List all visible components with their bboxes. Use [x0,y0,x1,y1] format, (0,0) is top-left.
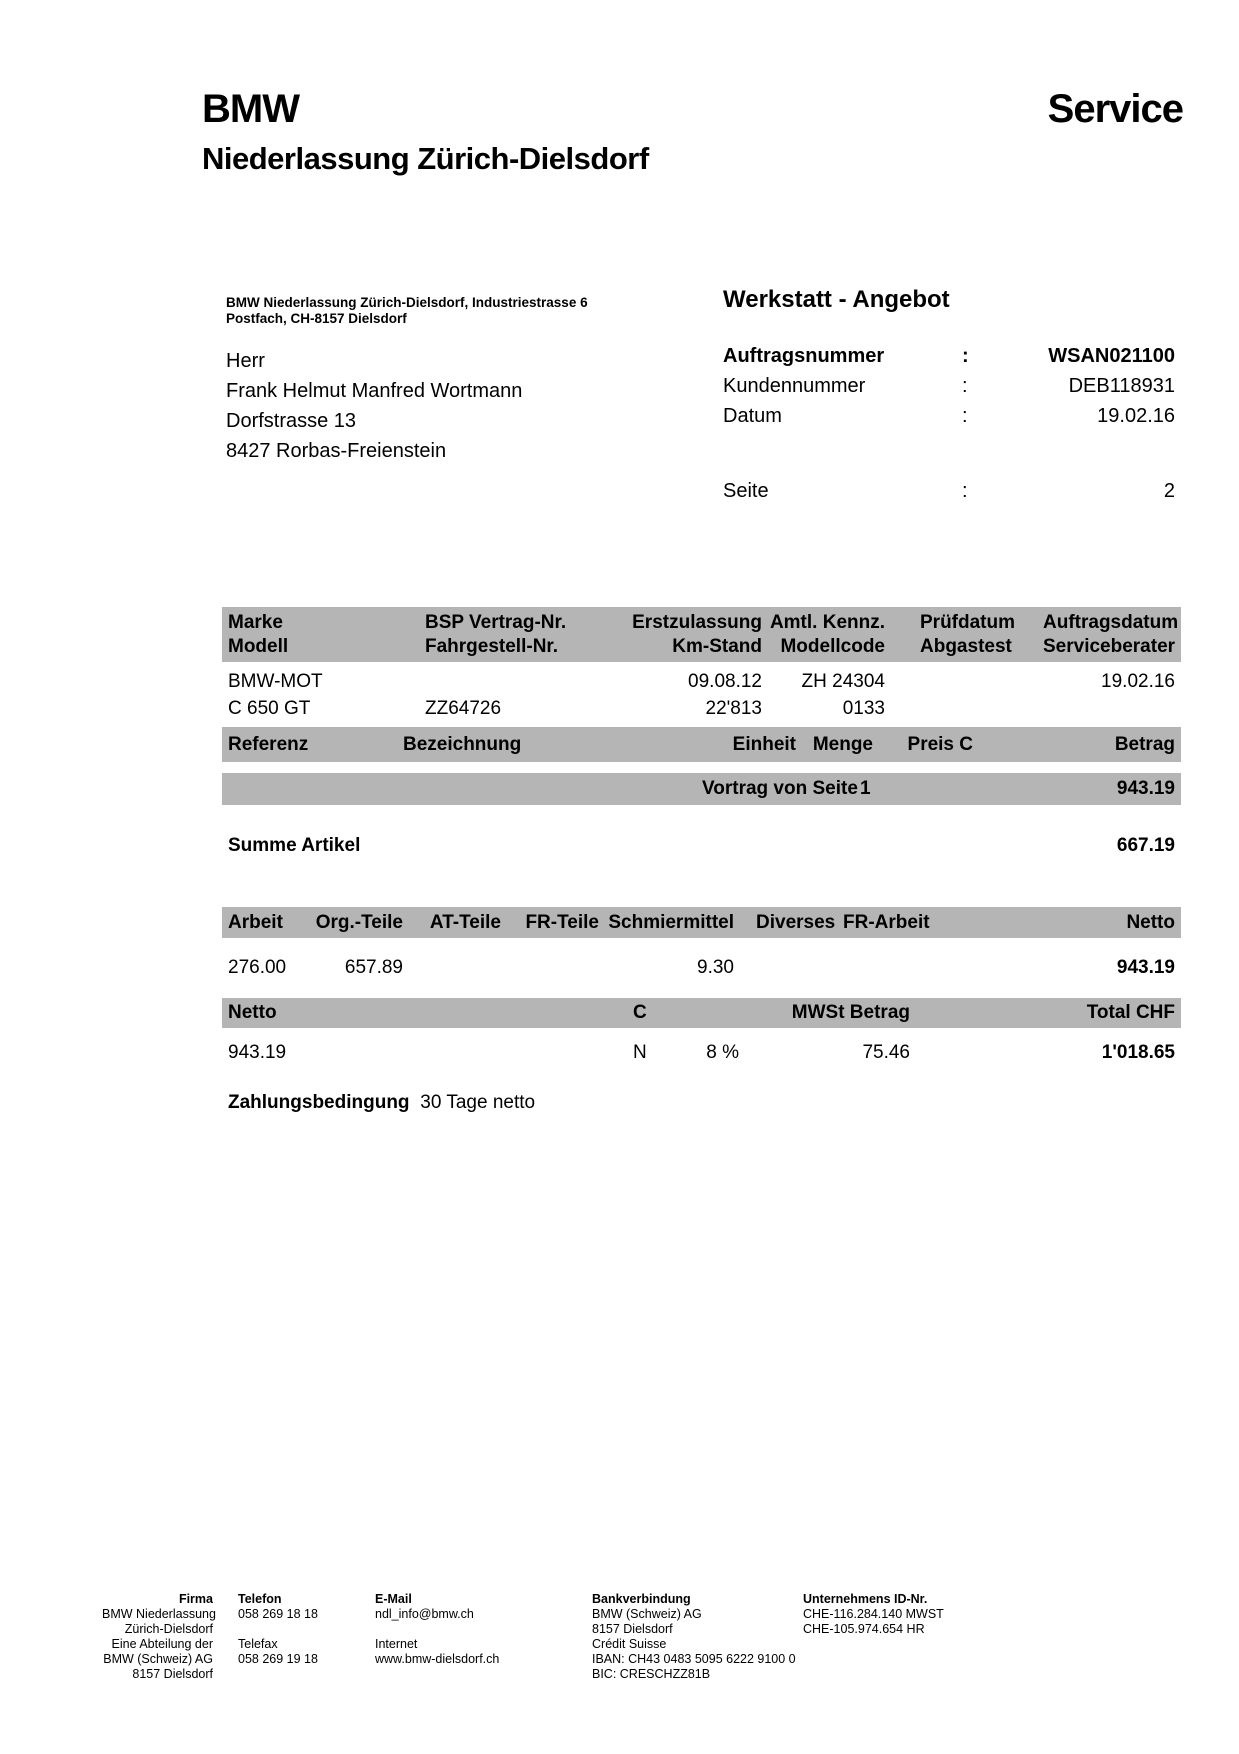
breakdown-cell-arbeit: 276.00 [228,957,287,978]
vat-cell-total: 1'018.65 [1101,1042,1175,1063]
breakdown-cell [843,955,941,981]
vat-header-cell [673,998,739,1028]
vehicle-cell [885,695,1043,722]
recipient-address [226,346,522,466]
vehicle-header-cell: Modellcode [780,636,885,657]
items-header-cell: Einheit [732,734,796,755]
vat-header-cell: C [633,1002,647,1023]
vat-cell-code: N [633,1042,647,1063]
footer-company-line: BMW Niederlassung [102,1607,216,1621]
sender-address [226,295,588,327]
recipient-salutation: Herr [226,350,265,372]
vehicle-header-cell: Erstzulassung [632,612,762,633]
vehicle-cell-auftragsdatum: 19.02.16 [1101,671,1175,692]
field-page-number [723,476,1175,506]
footer-bank-line: BMW (Schweiz) AG [592,1607,702,1621]
items-header-cell: Betrag [1114,734,1175,755]
footer-bank-line: BIC: CRESCHZZ81B [592,1667,711,1681]
vat-cell-mwst: 75.46 [862,1042,910,1063]
recipient-street: Dorfstrasse 13 [226,410,357,432]
footer-company-column [102,1592,216,1682]
vehicle-header-cell: Km-Stand [672,636,762,657]
sender-line-2: Postfach, CH-8157 Dielsdorf [226,311,407,326]
vat-table-header [222,998,1181,1028]
field-value: 19.02.16 [1097,405,1175,427]
breakdown-header-cell: FR-Teile [525,912,599,933]
footer-bank-line: IBAN: CH43 0483 5095 6222 9100 0 [592,1652,796,1666]
carryover-amount: 943.19 [1116,778,1175,799]
footer-bank-line: 8157 Dielsdorf [592,1622,673,1636]
field-colon: : [962,375,968,397]
field-value: DEB118931 [1068,375,1175,397]
field-label: Seite [723,480,769,502]
vehicle-header-row-1 [222,611,1181,635]
vehicle-header-cell: BSP Vertrag-Nr. [425,612,567,633]
field-date [723,401,1175,431]
items-sum-label: Summe Artikel [228,835,361,856]
vehicle-cell-fahrgestell: ZZ64726 [425,698,502,719]
breakdown-header-cell: Diverses [756,912,836,933]
footer-bank-column [592,1592,803,1682]
vehicle-table-header [222,607,1181,662]
items-header-cell: Menge [812,734,873,755]
footer-company-id-title: Unternehmens ID-Nr. [803,1592,928,1606]
vehicle-header-cell: Abgastest [920,636,1012,657]
footer-company-line: 8157 Dielsdorf [132,1667,213,1681]
breakdown-header-row [222,907,1181,938]
bmw-wordmark: BMW [202,87,299,131]
footer-email-line: www.bmw-dielsdorf.ch [375,1652,500,1666]
vehicle-cell-modell: C 650 GT [228,698,311,719]
footer-phone-line: 058 269 18 18 [238,1607,318,1621]
footer-phone-title: Telefon [238,1592,282,1606]
footer-company-line: BMW (Schweiz) AG [103,1652,213,1666]
vehicle-cell-marke: BMW-MOT [228,671,323,692]
vehicle-header-cell: Serviceberater [1043,636,1176,657]
payment-terms-label: Zahlungsbedingung [228,1092,410,1113]
breakdown-cell-netto: 943.19 [1116,957,1175,978]
payment-terms-row [222,1090,1181,1116]
footer-email-title: E-Mail [375,1592,412,1606]
vat-header-cell: Total CHF [1086,1002,1175,1023]
vat-cell-netto: 943.19 [228,1042,287,1063]
breakdown-values-row [222,955,1181,981]
breakdown-table-body [222,955,1181,981]
vehicle-header-cell: Marke [228,612,283,633]
vat-header-cell: Netto [228,1002,277,1023]
breakdown-table-header [222,907,1181,938]
breakdown-cell-orgteile: 657.89 [344,957,403,978]
footer-phone-line: 058 269 19 18 [238,1652,318,1666]
field-colon: : [962,345,969,367]
footer-company-id-column [803,1592,1187,1682]
document-info [723,286,1175,506]
footer-phone-line: Telefax [238,1637,278,1651]
vehicle-cell [1043,695,1175,722]
items-sum-row [222,833,1181,859]
vehicle-cell-kennzeichen: ZH 24304 [801,671,885,692]
breakdown-header-cell: Netto [1126,912,1175,933]
vehicle-cell-modellcode: 0133 [842,698,885,719]
page-footer [102,1592,1187,1682]
vat-table-body [222,1040,1181,1066]
footer-phone-column [213,1592,375,1682]
footer-email-line [375,1622,592,1637]
footer-company-line: Eine Abteilung der [111,1637,213,1651]
vehicle-cell-kmstand: 22'813 [705,698,762,719]
breakdown-header-cell: FR-Arbeit [843,912,930,933]
vehicle-cell [885,668,1043,695]
field-value: 2 [1163,480,1175,502]
sender-line-1: BMW Niederlassung Zürich-Dielsdorf, Industriestrasse 6 [226,295,588,310]
breakdown-cell [403,955,501,981]
items-table-header [222,727,1181,762]
field-colon: : [962,480,968,502]
vehicle-cell-erstzulassung: 09.08.12 [688,671,762,692]
recipient-name: Frank Helmut Manfred Wortmann [226,380,523,402]
items-header-cell: Bezeichnung [403,734,522,755]
vehicle-cell [425,668,610,695]
footer-company-title: Firma [178,1592,213,1606]
breakdown-header-cell: Org.-Teile [315,912,403,933]
footer-email-line: ndl_info@bmw.ch [375,1607,474,1621]
vat-cell-rate: 8 % [706,1042,739,1063]
breakdown-cell [501,955,599,981]
items-header-cell: Referenz [228,734,309,755]
document-title: Werkstatt - Angebot [723,286,950,313]
vehicle-header-cell: Fahrgestell-Nr. [425,636,559,657]
vehicle-data-row-1 [222,668,1181,695]
items-header-cell: Preis C [907,734,973,755]
field-value: WSAN021100 [1048,345,1175,367]
vehicle-header-cell: Modell [228,636,289,657]
breakdown-header-cell: Arbeit [228,912,283,933]
breakdown-header-cell: Schmiermittel [608,912,734,933]
payment-terms-value: 30 Tage netto [420,1092,536,1113]
vehicle-header-cell: Auftragsdatum [1043,612,1179,633]
field-label: Kundennummer [723,375,866,397]
carryover-page: 1 [860,778,871,799]
carryover-row [222,773,1181,805]
vehicle-header-cell: Amtl. Kennz. [769,612,885,633]
vehicle-table-body [222,668,1181,722]
footer-company-id-line: CHE-116.284.140 MWST [803,1607,944,1621]
branch-name: Niederlassung Zürich-Dielsdorf [202,141,649,176]
field-colon: : [962,405,968,427]
items-sum-amount: 667.19 [1116,835,1175,856]
footer-bank-line: Crédit Suisse [592,1637,667,1651]
field-customer-number [723,371,1175,401]
items-header-row [222,727,1181,762]
carryover-label: Vortrag von Seite [702,778,858,799]
field-order-number [723,341,1175,371]
footer-company-id-line: CHE-105.974.654 HR [803,1622,925,1636]
vat-values-row [222,1040,1181,1066]
field-label: Datum [723,405,782,427]
footer-company-line: Zürich-Dielsdorf [124,1622,213,1636]
vehicle-header-row-2 [222,635,1181,659]
vehicle-header-cell: Prüfdatum [920,612,1015,633]
breakdown-cell [734,955,843,981]
footer-email-line: Internet [375,1637,418,1651]
tables-area [222,607,1181,1116]
service-label: Service [1047,87,1183,131]
recipient-city: 8427 Rorbas-Freienstein [226,440,447,462]
vat-header-row [222,998,1181,1028]
vat-header-cell: MWSt Betrag [791,1002,910,1023]
breakdown-header-cell: AT-Teile [429,912,501,933]
vehicle-data-row-2 [222,695,1181,722]
brand-block [202,88,649,176]
footer-bank-title: Bankverbindung [592,1592,691,1606]
footer-phone-line [238,1622,375,1637]
field-label: Auftragsnummer [723,345,885,367]
footer-email-column [375,1592,592,1682]
breakdown-cell-schmiermittel: 9.30 [697,957,734,978]
